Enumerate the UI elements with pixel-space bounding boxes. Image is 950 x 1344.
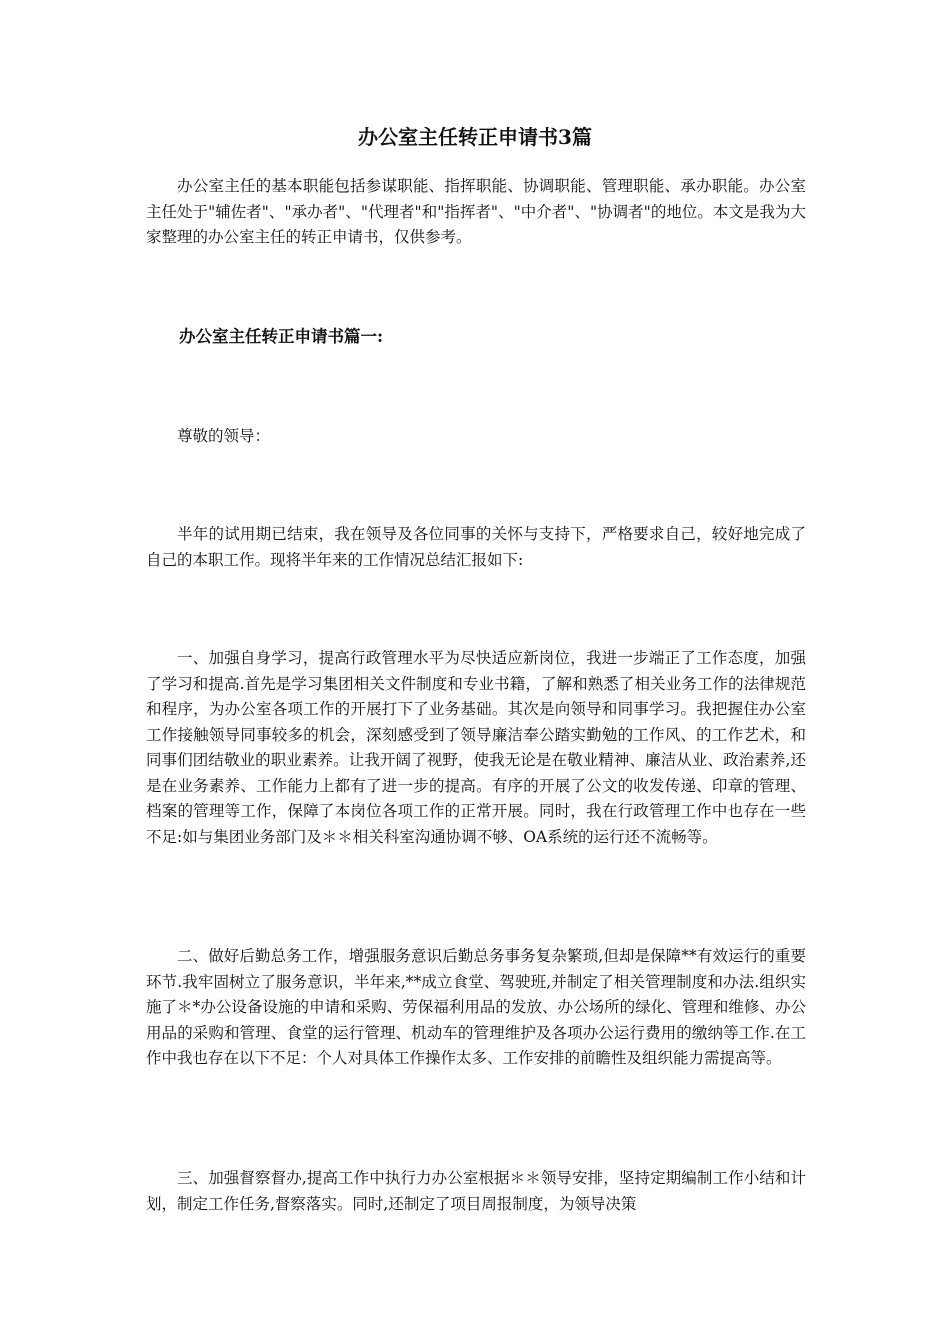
body-paragraph-2: 一、加强自身学习，提高行政管理水平为尽快适应新岗位，我进一步端正了工作态度，加强了学习和提高.首先是学习集团相关文件制度和专业书籍，了解和熟悉了相关业务工作的法律规范和程序，为办公室各项工作的开展打下了业务基础。其次是向领导和同事学习。我把握住办公室工作接触领导同事较多的机会，深刻感受到了领导廉洁奉公踏实勤勉的工作风、的工作艺术，和同事们团结敬业的职业素养。让我开阔了视野，使我无论是在敬业精神、廉洁从业、政治素养,还是在业务素养、工作能力上都有了进一步的提高。有序的开展了公文的收发传递、印章的管理、档案的管理等工作，保障了本岗位各项工作的正常开展。同时，我在行政管理工作中也存在一些不足:如与集团业务部门及＊＊相关科室沟通协调不够、OA系统的运行还不流畅等。 (146, 649, 806, 846)
body-paragraph-1: 半年的试用期已结束，我在领导及各位同事的关怀与支持下，严格要求自己，较好地完成了自己的本职工作。现将半年来的工作情况总结汇报如下: (146, 525, 806, 569)
body-paragraph-3: 二、做好后勤总务工作，增强服务意识后勤总务事务复杂繁琐,但却是保障**有效运行的重要环节.我牢固树立了服务意识，半年来,**成立食堂、驾驶班,并制定了相关管理制度和办法.组织实施了＊*办公设备设施的申请和采购、劳保福利用品的发放、办公场所的绿化、管理和维修、办公用品的采购和管理、食堂的运行管理、机动车的管理维护及各项办公运行费用的缴纳等工作.在工作中我也存在以下不足：个人对具体工作操作太多、工作安排的前瞻性及组织能力需提高等。 (146, 947, 806, 1067)
intro-paragraph: 办公室主任的基本职能包括参谋职能、指挥职能、协调职能、管理职能、承办职能。办公室主任处于"辅佐者"、"承办者"、"代理者"和"指挥者"、"中介者"、"协调者"的地位。本文是我为大家整理的办公室主任的转正申请书，仅供参考。 (146, 177, 806, 246)
document-title: 办公室主任转正申请书3篇 (358, 125, 592, 149)
section-heading: 办公室主任转正申请书篇一: (179, 327, 384, 346)
body-paragraph-4: 三、加强督察督办,提高工作中执行力办公室根据＊＊领导安排，坚持定期编制工作小结和计划，制定工作任务,督察落实。同时,还制定了项目周报制度，为领导决策 (146, 1169, 806, 1213)
salutation: 尊敬的领导： (177, 427, 271, 445)
